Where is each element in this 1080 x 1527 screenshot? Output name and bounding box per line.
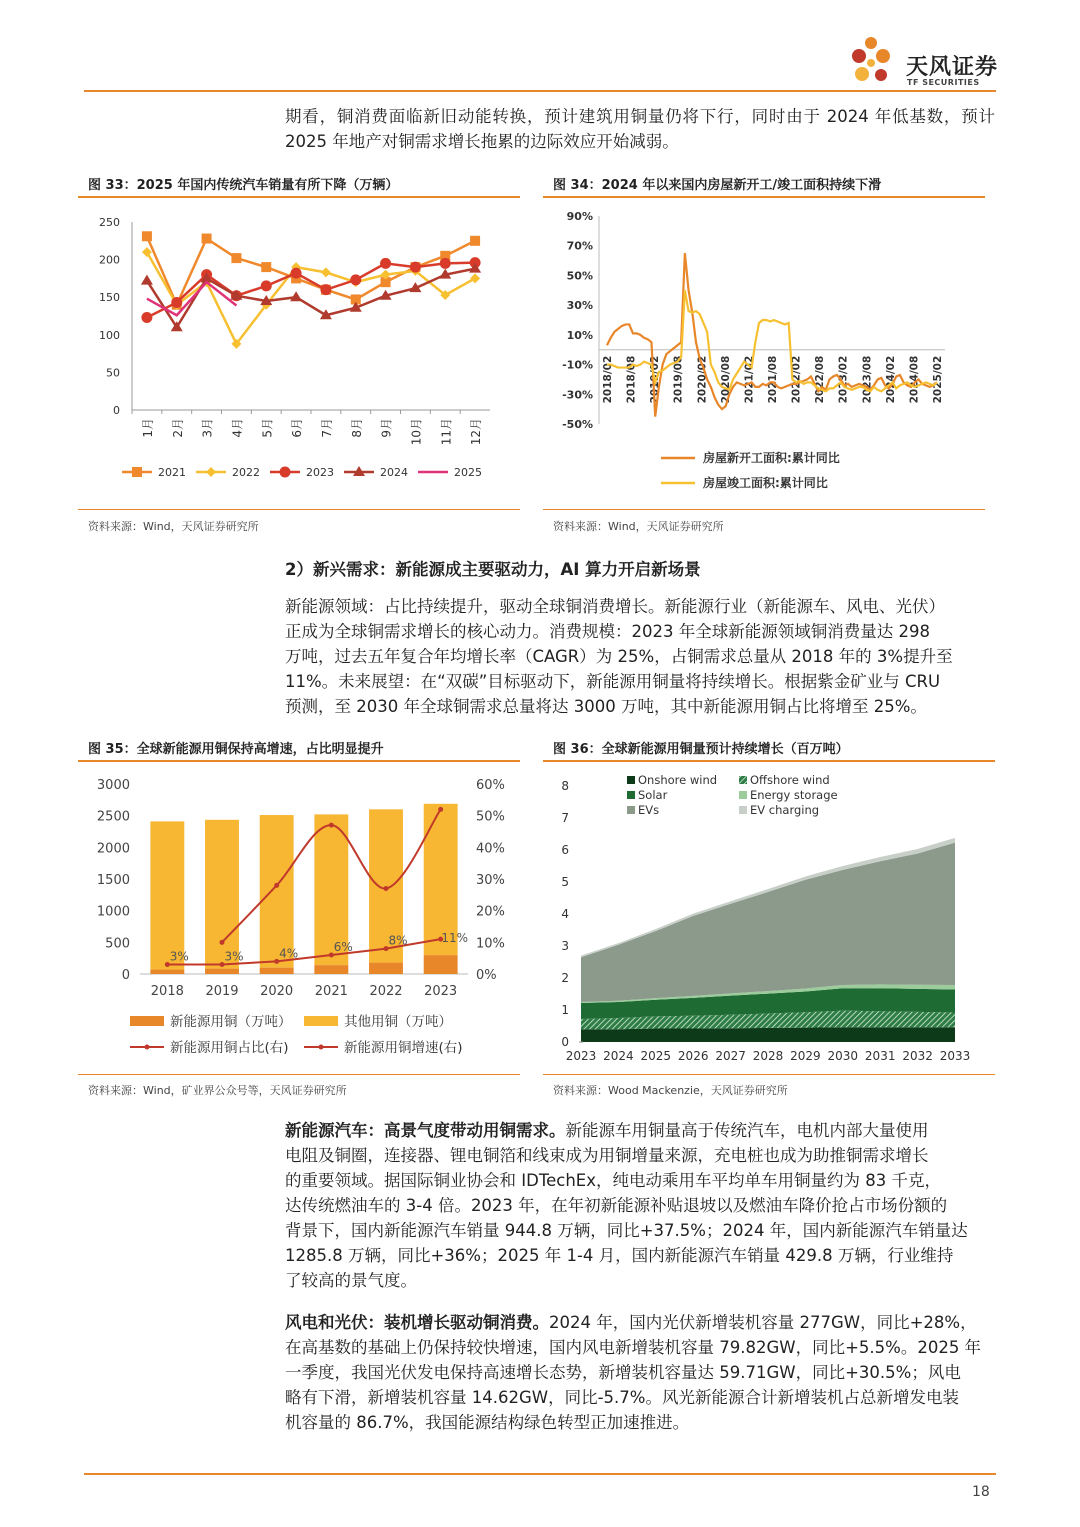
fig35-x-tick: 2021	[314, 984, 348, 999]
fig36-y-tick: 7	[561, 811, 569, 825]
fig33-x-tick: 7月	[319, 418, 334, 438]
footer-divider	[84, 1473, 996, 1475]
fig35-y2-tick: 60%	[476, 778, 505, 793]
fig35-legend-label: 其他用铜（万吨）	[344, 1014, 452, 1030]
fig35-legend-label: 新能源用铜（万吨）	[170, 1014, 292, 1030]
wind-line	[285, 1310, 995, 1335]
fig35-y-tick: 500	[105, 936, 130, 952]
fig35-y2-tick: 40%	[476, 841, 505, 857]
fig36-area	[581, 843, 955, 1002]
fig34-legend-label: 房屋新开工面积:累计同比	[703, 451, 840, 465]
fig33-point	[380, 258, 391, 269]
fig35-source: 资料来源：Wind，矿业界公众号等，天风证券研究所	[88, 1084, 347, 1097]
fig33-y-tick: 150	[99, 291, 120, 305]
fig34-x-tick: 2018/02	[602, 355, 614, 404]
fig33-point	[261, 280, 272, 291]
fig34-top-rule	[543, 196, 985, 198]
fig35-bar-nev	[205, 969, 239, 974]
newenergy-line: 万吨，过去五年复合年均增长率（CAGR）为 25%，占铜需求总量从 2018 年的 3%提升至	[285, 647, 953, 666]
fig34-y-tick: -30%	[562, 388, 593, 402]
wind-line-rest: 2024 年，国内光伏新增装机容量 277GW，同比+28%，	[549, 1313, 977, 1332]
nev-line: 电阻及铜圈，连接器、锂电铜箔和线束成为用铜增量来源，充电桩也成为助推铜需求增长	[285, 1146, 929, 1165]
fig36-source: 资料来源：Wood Mackenzie，天风证券研究所	[553, 1084, 788, 1097]
fig33-x-tick: 4月	[230, 418, 245, 438]
fig34-y-tick: 30%	[566, 299, 593, 313]
fig34-legend-label: 房屋竣工面积:累计同比	[703, 476, 828, 490]
fig33-point	[202, 234, 212, 244]
fig34-x-tick: 2023/08	[861, 355, 874, 404]
fig34-y-tick: 70%	[566, 239, 593, 253]
fig35-legend-label: 新能源用铜增速(右)	[344, 1040, 463, 1056]
fig36-legend-label: EV charging	[750, 803, 820, 817]
fig34-y-tick: 50%	[566, 269, 593, 283]
fig34-bottom-rule	[543, 509, 985, 510]
fig35-y2-tick: 20%	[476, 904, 505, 920]
fig33-series-line	[147, 269, 475, 328]
fig36-x-tick: 2026	[677, 1049, 709, 1063]
nev-bold-lead: 新能源汽车：高景气度带动用铜需求。	[285, 1121, 566, 1140]
fig36-legend-label: Offshore wind	[750, 773, 830, 787]
fig33-x-tick: 3月	[200, 418, 215, 438]
page-number: 18	[972, 1484, 990, 1500]
fig33-x-tick: 12月	[469, 418, 484, 446]
fig35-growth-point	[384, 886, 389, 891]
fig35-y2-tick: 10%	[476, 936, 505, 952]
fig34-x-tick: 2025/02	[932, 355, 944, 404]
fig35-y-tick: 0	[121, 968, 130, 983]
nev-line: 的重要领域。据国际铜业协会和 IDTechEx，纯电动乘用车平均单车用铜量约为 83 千克，	[285, 1171, 941, 1190]
fig35-x-tick: 2022	[369, 984, 403, 999]
fig33-point	[290, 291, 302, 301]
nev-line: 达传统燃油车的 3-4 倍。2023 年，在年初新能源补贴退坡以及燃油车降价抢占市场份额的	[285, 1196, 948, 1215]
fig36-y-tick: 5	[561, 875, 569, 889]
wind-line: 在高基数的基础上仍保持较快增速，国内风电新增装机容量 79.82GW，同比+5.5%。2025 年	[285, 1338, 982, 1357]
fig36-title: 图 36：全球新能源用铜量预计持续增长（百万吨）	[553, 742, 849, 757]
fig36-legend-swatch	[627, 776, 635, 784]
fig33-point	[171, 297, 182, 308]
fig36-y-tick: 2	[561, 971, 569, 985]
nev-line: 了较高的景气度。	[285, 1271, 417, 1290]
fig34-x-tick: 2022/08	[814, 355, 827, 404]
fig33-point	[261, 262, 271, 272]
fig33-bottom-rule	[78, 509, 520, 510]
fig34-x-tick: 2018/08	[625, 355, 638, 404]
fig35-y2-tick: 30%	[476, 873, 505, 888]
fig35-x-tick: 2018	[150, 984, 184, 999]
section-heading: 2）新兴需求：新能源成主要驱动力，AI 算力开启新场景	[285, 560, 701, 579]
brand-name: 天风证券	[906, 55, 999, 80]
fig33-point	[470, 236, 480, 246]
fig33-legend-label: 2022	[232, 466, 260, 479]
fig35-growth-point	[274, 883, 279, 888]
fig36-y-tick: 4	[561, 907, 569, 921]
fig33-x-tick: 11月	[439, 418, 454, 446]
fig36-x-tick: 2030	[827, 1049, 859, 1063]
fig36-x-tick: 2032	[902, 1049, 933, 1063]
fig35-legend-label: 新能源用铜占比(右)	[170, 1040, 289, 1056]
fig35-x-tick: 2019	[205, 984, 239, 999]
intro-paragraph: 期看，铜消费面临新旧动能转换，预计建筑用铜量仍将下行，同时由于 2024 年低基数，预计 2025 年地产对铜需求增长拖累的边际效应开始减弱。	[285, 107, 995, 151]
fig34-y-tick: 10%	[566, 328, 593, 342]
fig35-bar-nev	[260, 968, 294, 974]
fig35-x-tick: 2023	[424, 984, 458, 999]
fig35-bar-nev	[314, 965, 348, 974]
fig36-legend-swatch	[627, 791, 635, 799]
fig36-legend-swatch	[739, 776, 747, 784]
fig35-bottom-rule	[78, 1074, 520, 1075]
fig35-y-tick: 1500	[96, 873, 130, 888]
fig33-point	[142, 247, 152, 257]
nev-line: 背景下，国内新能源汽车销量 944.8 万辆，同比+37.5%；2024 年，国内新能源汽车销量达	[285, 1221, 968, 1240]
fig36-top-rule	[543, 760, 995, 762]
fig35-data-label: 3%	[224, 949, 244, 964]
fig35-growth-point	[329, 823, 334, 828]
fig36-x-tick: 2027	[715, 1049, 746, 1063]
fig34-x-tick: 2020/08	[719, 355, 732, 404]
fig33-y-tick: 100	[99, 328, 120, 342]
fig33-point	[320, 284, 331, 295]
fig34-x-tick: 2024/08	[908, 355, 921, 404]
fig36-y-tick: 0	[561, 1035, 569, 1049]
fig35-y2-tick: 0%	[476, 968, 497, 983]
newenergy-line: 新能源领域：占比持续提升，驱动全球铜消费增长。新能源行业（新能源车、风电、光伏）	[285, 597, 945, 616]
nev-line	[285, 1118, 995, 1143]
fig36-x-tick: 2024	[603, 1049, 634, 1063]
fig36-x-tick: 2033	[939, 1049, 971, 1063]
fig36-x-tick: 2029	[790, 1049, 821, 1063]
fig33-y-tick: 50	[106, 366, 120, 380]
fig33-point	[141, 312, 152, 323]
newenergy-paragraph	[285, 594, 995, 719]
fig36-x-tick: 2025	[640, 1049, 672, 1063]
fig36-x-tick: 2023	[565, 1049, 597, 1063]
fig33-x-tick: 8月	[349, 418, 364, 438]
wind-paragraph	[285, 1310, 995, 1435]
fig36-area	[581, 1027, 955, 1042]
fig34-chart	[543, 200, 985, 500]
fig33-point	[440, 258, 451, 269]
newenergy-line: 11%。未来展望：在“双碳”目标驱动下，新能源用铜量将持续增长。根据紫金矿业与 CRU	[285, 672, 941, 691]
fig36-legend-swatch	[739, 806, 747, 814]
fig36-legend-label: Onshore wind	[638, 773, 718, 787]
nev-paragraph	[285, 1118, 995, 1293]
fig33-point	[142, 231, 152, 241]
fig33-legend-marker	[132, 467, 142, 477]
fig33-point	[231, 253, 241, 263]
fig33-legend-label: 2021	[158, 466, 186, 479]
fig35-title: 图 35：全球新能源用铜保持高增速，占比明显提升	[88, 742, 384, 757]
fig35-data-label: 11%	[441, 931, 469, 946]
nev-line-rest: 新能源车用铜量高于传统汽车，电机内部大量使用	[565, 1121, 929, 1140]
fig34-y-tick: -10%	[562, 358, 593, 372]
fig33-x-tick: 5月	[260, 418, 275, 438]
fig36-legend-swatch	[739, 791, 747, 799]
fig35-legend-swatch	[130, 1016, 164, 1026]
fig33-point	[141, 275, 153, 285]
fig33-title: 图 33：2025 年国内传统汽车销量有所下降（万辆）	[88, 178, 399, 193]
fig33-source: 资料来源：Wind，天风证券研究所	[88, 520, 259, 533]
fig33-point	[291, 268, 302, 279]
fig34-x-tick: 2024/02	[884, 355, 897, 404]
fig35-y-tick: 3000	[96, 778, 130, 793]
fig36-chart	[543, 764, 995, 1070]
fig36-y-tick: 8	[561, 779, 569, 793]
fig34-title: 图 34：2024 年以来国内房屋新开工/竣工面积持续下滑	[553, 178, 882, 193]
fig35-growth-point	[220, 940, 225, 945]
fig33-legend-label: 2023	[306, 466, 334, 479]
fig34-x-tick: 2019/08	[672, 355, 685, 404]
fig35-legend-marker	[319, 1045, 324, 1050]
fig33-point	[321, 267, 331, 277]
fig33-point	[350, 274, 361, 285]
fig35-y-tick: 2000	[96, 841, 130, 857]
fig33-x-tick: 10月	[409, 418, 424, 446]
fig33-top-rule	[78, 196, 520, 198]
fig34-x-tick: 2023/02	[837, 355, 850, 404]
fig35-top-rule	[78, 760, 520, 762]
fig33-y-tick: 200	[99, 253, 120, 267]
fig36-legend-label: Energy storage	[750, 788, 838, 802]
wind-line: 略有下滑，新增装机容量 14.62GW，同比-5.7%。风光新能源合计新增装机占总新增发电装	[285, 1388, 959, 1407]
fig35-bar-nev	[150, 970, 184, 974]
fig35-growth-point	[438, 807, 443, 812]
fig33-x-tick: 9月	[379, 418, 394, 438]
fig34-x-tick: 2022/02	[790, 355, 803, 404]
fig35-bar-other	[205, 820, 239, 969]
fig35-y-tick: 1000	[96, 904, 130, 920]
wind-bold-lead: 风电和光伏：装机增长驱动铜消费。	[285, 1313, 549, 1332]
nev-line: 1285.8 万辆，同比+36%；2025 年 1-4 月，国内新能源汽车销量 429.8 万辆，行业维持	[285, 1246, 954, 1265]
brand-name-en: TF SECURITIES	[907, 78, 980, 87]
fig33-y-tick: 250	[99, 216, 120, 229]
fig35-bar-other	[150, 821, 184, 969]
fig33-x-tick: 1月	[140, 418, 155, 438]
fig33-point	[410, 262, 421, 273]
fig35-bar-nev	[369, 963, 403, 974]
newenergy-line: 正成为全球铜需求增长的核心动力。消费规模：2023 年全球新能源领域铜消费量达 298	[285, 622, 930, 641]
fig36-x-tick: 2031	[864, 1049, 896, 1063]
fig33-chart	[78, 200, 520, 500]
fig35-legend-swatch	[304, 1016, 338, 1026]
fig35-bar-other	[260, 815, 294, 968]
fig36-bottom-rule	[543, 1074, 995, 1075]
fig33-x-tick: 6月	[290, 418, 305, 438]
header-divider	[84, 90, 996, 92]
fig36-legend-swatch	[627, 806, 635, 814]
newenergy-line: 预测，至 2030 年全球铜需求总量将达 3000 万吨，其中新能源用铜占比将增至 25%。	[285, 697, 927, 716]
fig34-x-tick: 2019/02	[649, 355, 662, 404]
fig35-data-label: 6%	[333, 940, 353, 954]
fig34-y-tick: -50%	[562, 418, 593, 431]
wind-line: 机容量的 86.7%，我国能源结构绿色转型正加速推进。	[285, 1413, 690, 1432]
fig34-x-tick: 2021/08	[767, 355, 779, 404]
fig36-y-tick: 6	[561, 843, 569, 857]
wind-line: 一季度，我国光伏发电保持高速增长态势，新增装机容量达 59.71GW，同比+30.5%；风电	[285, 1363, 961, 1382]
fig34-y-tick: 90%	[566, 210, 593, 223]
fig35-legend-marker	[145, 1045, 150, 1050]
fig33-legend-label: 2025	[454, 466, 482, 479]
fig34-x-tick: 2021/02	[743, 355, 756, 404]
fig34-source: 资料来源：Wind，天风证券研究所	[553, 520, 724, 533]
fig33-legend-label: 2024	[380, 466, 408, 479]
fig35-y-tick: 2500	[96, 809, 130, 825]
fig35-data-label: 4%	[279, 946, 299, 961]
fig33-point	[470, 273, 480, 283]
fig35-bar-nev	[424, 955, 458, 974]
fig36-y-tick: 3	[561, 939, 569, 953]
fig36-y-tick: 1	[561, 1003, 569, 1017]
fig35-chart	[78, 764, 520, 1070]
fig36-legend-label: EVs	[638, 803, 660, 817]
fig35-y2-tick: 50%	[476, 809, 505, 825]
fig35-data-label: 8%	[388, 933, 408, 948]
fig33-legend-marker	[280, 467, 291, 478]
fig36-x-tick: 2028	[752, 1049, 784, 1063]
fig36-legend-label: Solar	[638, 788, 668, 802]
fig33-legend-marker	[206, 467, 216, 477]
fig33-y-tick: 0	[113, 404, 120, 417]
fig33-x-tick: 2月	[170, 418, 185, 438]
fig34-x-tick: 2020/02	[696, 355, 709, 404]
fig35-x-tick: 2020	[260, 984, 294, 999]
fig35-data-label: 3%	[169, 949, 189, 964]
